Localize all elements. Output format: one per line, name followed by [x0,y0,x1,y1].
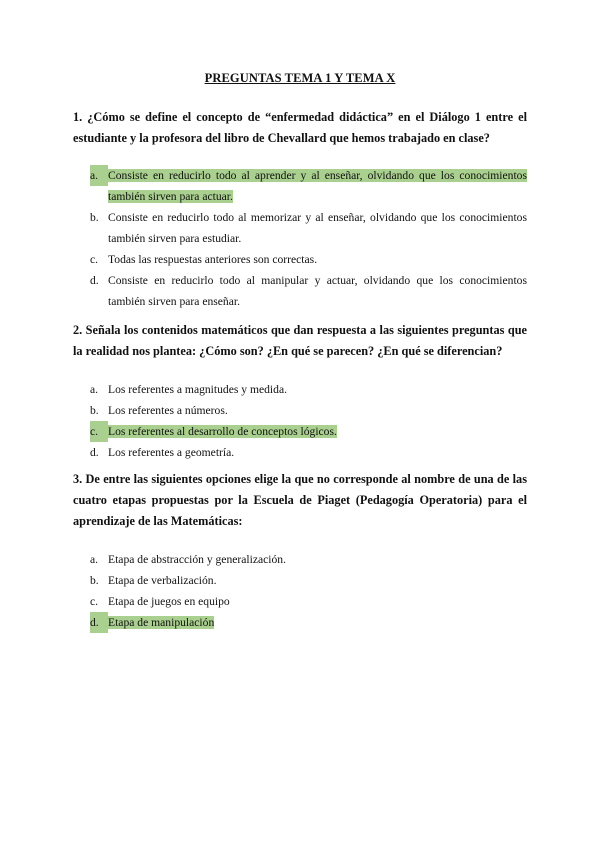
q2-option-b [90,400,527,421]
option-letter: a. [90,383,99,396]
option-text: Consiste en reducirlo todo al manipular y actuar, olvidando que los conocimientos también sirven para enseñar. [108,274,527,308]
option-letter: a. [90,165,108,186]
option-letter: d. [90,274,99,287]
option-letter: c. [90,595,99,608]
option-text: Los referentes a geometría. [108,446,235,459]
q1-option-a [90,165,527,207]
option-text: Etapa de manipulación [108,616,215,629]
q2-option-d [90,442,527,463]
q1-option-b [90,207,527,249]
option-text: Consiste en reducirlo todo al aprender y al enseñar, olvidando que los conocimientos también sirven para actuar. [108,169,527,203]
option-letter: c. [90,253,99,266]
q1-option-d [90,270,527,312]
q3-option-d [90,612,527,633]
option-text: Etapa de verbalización. [108,574,217,587]
question-3: 3. De entre las siguientes opciones elige la que no corresponde al nombre de una de las cuatro etapas propuestas por la Escuela de Piaget (Pedagogía Operatoria) para el aprendizaje de las Matemáticas: [73,472,527,528]
option-letter: b. [90,404,99,417]
option-text: Etapa de abstracción y generalización. [108,553,286,566]
option-text: Los referentes a magnitudes y medida. [108,383,287,396]
q1-option-c [90,249,527,270]
option-text: Todas las respuestas anteriores son correctas. [108,253,318,266]
option-letter: b. [90,574,99,587]
option-letter: d. [90,612,108,633]
q2-option-a [90,379,527,400]
q2-option-c [90,421,527,442]
option-letter: a. [90,553,99,566]
question-2: 2. Señala los contenidos matemáticos que dan respuesta a las siguientes preguntas que la realidad nos plantea: ¿Cómo son? ¿En qué se parecen? ¿En qué se diferencian? [73,323,527,358]
option-text: Consiste en reducirlo todo al memorizar y al enseñar, olvidando que los conocimientos también sirven para estudiar. [108,211,527,245]
q3-option-c [90,591,527,612]
option-letter: b. [90,211,99,224]
option-letter: c. [90,421,108,442]
q3-option-b [90,570,527,591]
option-letter: d. [90,446,99,459]
option-text: Los referentes al desarrollo de conceptos lógicos. [108,425,337,438]
page-title: PREGUNTAS TEMA 1 Y TEMA X [204,71,396,85]
option-text: Los referentes a números. [108,404,228,417]
option-text: Etapa de juegos en equipo [108,595,230,608]
question-1: 1. ¿Cómo se define el concepto de “enfermedad didáctica” en el Diálogo 1 entre el estudiante y la profesora del libro de Chevallard que hemos trabajado en clase? [73,110,527,145]
q3-option-a [90,549,527,570]
